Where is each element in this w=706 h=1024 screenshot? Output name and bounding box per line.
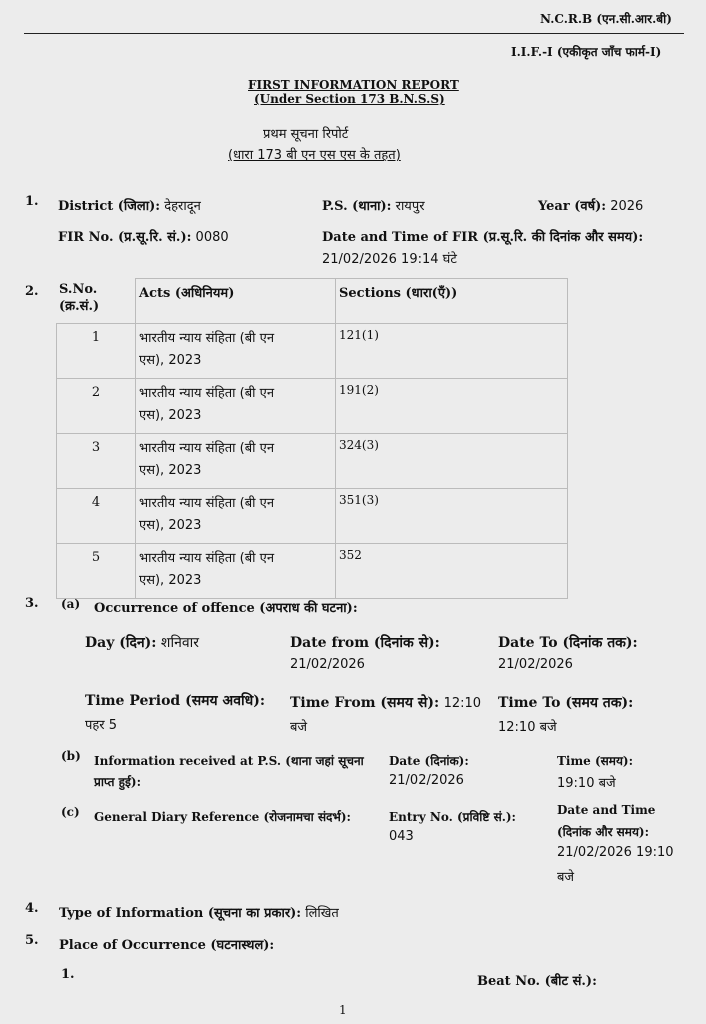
table-row [57, 379, 568, 434]
row-act-line-2: एस), 2023 [139, 518, 202, 533]
row-act [136, 434, 336, 489]
row-act-line-2: एस), 2023 [139, 573, 202, 588]
col-header-sno-hi: (क्र.सं.) [59, 299, 100, 314]
acts-table [56, 278, 568, 599]
title-hi: प्रथम सूचना रिपोर्ट [263, 127, 349, 142]
year-label: Year (वर्ष): [538, 199, 607, 214]
row-sno: 2 [57, 379, 136, 434]
district-label: District (जिला): [58, 199, 161, 214]
col-header-sno-en: S.No. [59, 282, 98, 297]
time-from-unit: बजे [290, 720, 308, 735]
row-section: 191(2) [336, 379, 568, 434]
table-row [57, 434, 568, 489]
row-sno: 3 [57, 434, 136, 489]
ps-value: रायपुर [395, 199, 425, 214]
time-to-value: 12:10 बजे [498, 720, 557, 735]
info-type-label: Type of Information (सूचना का प्रकार): [59, 906, 302, 921]
section-3-number: 3. [25, 596, 39, 611]
row-act-line-1: भारतीय न्याय संहिता (बी एन [139, 331, 275, 346]
gd-datetime-label-1: Date and Time [557, 803, 656, 817]
district-field [58, 196, 201, 214]
time-from-field [290, 693, 481, 712]
time-from-value: 12:10 [443, 696, 482, 711]
beat-no-label: Beat No. (बीट सं.): [477, 974, 597, 989]
year-field [538, 196, 643, 214]
row-act-line-2: एस), 2023 [139, 463, 202, 478]
row-act-line-2: एस), 2023 [139, 408, 202, 423]
ncrb-header: N.C.R.B (एन.सी.आर.बी) [540, 12, 672, 26]
place-sub-number: 1. [61, 967, 75, 982]
entry-no-label: Entry No. (प्रविष्टि सं.): [389, 810, 516, 824]
row-act-line-1: भारतीय न्याय संहिता (बी एन [139, 496, 275, 511]
district-value: देहरादून [164, 199, 201, 214]
entry-no-value: 043 [389, 829, 414, 844]
ps-field [322, 196, 425, 214]
gd-datetime-label-2: (दिनांक और समय): [557, 825, 650, 839]
occurrence-label: Occurrence of offence (अपराध की घटना): [94, 601, 358, 616]
page-number: 1 [339, 1003, 347, 1017]
gd-datetime-value-2: बजे [557, 870, 575, 885]
info-time-value: 19:10 बजे [557, 776, 616, 791]
row-act [136, 379, 336, 434]
day-label: Day (दिन): [85, 635, 157, 651]
row-section: 324(3) [336, 434, 568, 489]
sub-b-marker: (b) [61, 749, 81, 763]
row-act-line-1: भारतीय न्याय संहिता (बी एन [139, 386, 275, 401]
day-value: शनिवार [160, 635, 199, 651]
year-value: 2026 [610, 199, 644, 214]
date-from-label: Date from (दिनांक से): [290, 635, 440, 651]
table-row [57, 324, 568, 379]
info-time-label: Time (समय): [557, 754, 634, 768]
row-act [136, 544, 336, 599]
gd-reference-label: General Diary Reference (रोजनामचा संदर्भ): [94, 810, 351, 824]
info-received-label-1: Information received at P.S. (थाना जहां सूचना [94, 754, 364, 768]
fir-field [58, 227, 229, 245]
info-received-label-2: प्राप्त हुई): [94, 775, 142, 789]
title-en: FIRST INFORMATION REPORT [248, 78, 459, 92]
row-sno: 1 [57, 324, 136, 379]
time-to-label: Time To (समय तक): [498, 695, 634, 711]
table-row [57, 489, 568, 544]
fir-datetime-value: 21/02/2026 19:14 घंटे [322, 252, 457, 267]
fir-label: FIR No. (प्र.सू.रि. सं.): [58, 230, 192, 245]
info-type-field [59, 903, 339, 921]
date-to-value: 21/02/2026 [498, 657, 573, 672]
day-field [85, 633, 199, 652]
acts-table-header [57, 279, 568, 324]
row-sno: 5 [57, 544, 136, 599]
col-header-acts: Acts (अधिनियम) [136, 279, 336, 324]
section-5-number: 5. [25, 933, 39, 948]
ps-label: P.S. (थाना): [322, 199, 392, 214]
row-section: 352 [336, 544, 568, 599]
row-act-line-1: भारतीय न्याय संहिता (बी एन [139, 551, 275, 566]
place-of-occurrence-label: Place of Occurrence (घटनास्थल): [59, 938, 275, 953]
time-period-value: पहर 5 [85, 718, 118, 733]
time-from-label: Time From (समय से): [290, 695, 440, 711]
info-type-value: लिखित [305, 906, 339, 921]
date-to-label: Date To (दिनांक तक): [498, 635, 638, 651]
row-act [136, 489, 336, 544]
section-1-number: 1. [25, 194, 39, 209]
col-header-sno [57, 279, 136, 324]
info-date-label: Date (दिनांक): [389, 754, 469, 768]
row-section: 121(1) [336, 324, 568, 379]
fir-datetime-label: Date and Time of FIR (प्र.सू.रि. की दिनांक और समय): [322, 230, 644, 245]
section-2-number: 2. [25, 284, 39, 299]
row-act-line-1: भारतीय न्याय संहिता (बी एन [139, 441, 275, 456]
col-header-sections: Sections (धारा(एँ)) [336, 279, 568, 324]
gd-datetime-value-1: 21/02/2026 19:10 [557, 845, 674, 860]
form-code: I.I.F.-I (एकीकृत जाँच फार्म-I) [511, 45, 662, 59]
row-act-line-2: एस), 2023 [139, 353, 202, 368]
sub-a-marker: (a) [61, 597, 81, 611]
subtitle-en: (Under Section 173 B.N.S.S) [254, 92, 445, 106]
info-date-value: 21/02/2026 [389, 773, 464, 788]
date-from-value: 21/02/2026 [290, 657, 365, 672]
row-sno: 4 [57, 489, 136, 544]
header-divider [24, 33, 684, 34]
sub-c-marker: (c) [61, 805, 80, 819]
section-4-number: 4. [25, 901, 39, 916]
row-section: 351(3) [336, 489, 568, 544]
fir-value: 0080 [195, 230, 229, 245]
row-act [136, 324, 336, 379]
table-row [57, 544, 568, 599]
subtitle-hi: (धारा 173 बी एन एस एस के तहत) [228, 148, 401, 163]
time-period-label: Time Period (समय अवधि): [85, 693, 266, 709]
